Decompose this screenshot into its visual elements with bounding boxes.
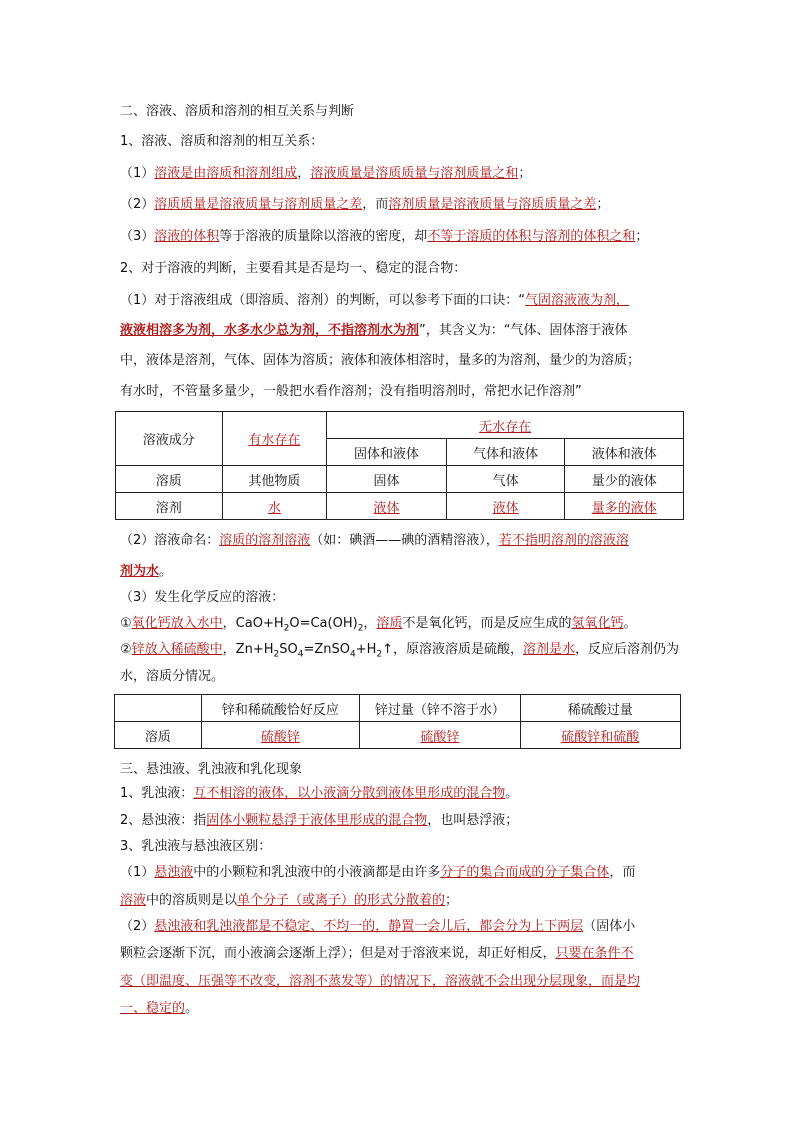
key-phrase: 液液相溶多为剂，水多水少总为剂，不指溶剂水为剂 [120, 323, 420, 338]
table-cell: 溶剂 [116, 493, 223, 520]
text: 1、乳浊液： [120, 786, 194, 801]
key-phrase: 气固溶液液为剂， [525, 293, 630, 308]
text: +H [355, 642, 377, 657]
table-cell [327, 493, 447, 520]
subscript: 4 [297, 649, 304, 660]
rhyme-line-4: 有水时，不管量多量少，一般把水看作溶剂；没有指明溶剂时，常把水记作溶剂” [120, 384, 582, 399]
reaction-2 [120, 641, 685, 659]
header-gas-liquid: 气体和液体 [446, 439, 565, 466]
emulsion-def [120, 785, 685, 803]
difference-2-line-1 [120, 918, 685, 936]
rhyme-line-1 [120, 292, 685, 310]
key-phrase: 锌放入稀硫酸中 [131, 642, 223, 657]
text: ① [120, 616, 132, 631]
table-cell: 锌和稀硫酸恰好反应 [201, 695, 359, 722]
key-phrase: 悬浊液和乳浊液都是不稳定、不均一的，静置一会儿后，都会分为上下两层 [154, 919, 584, 934]
table-cell: 气体 [446, 466, 565, 493]
text: （如：碘酒——碘的酒精溶液）， [310, 533, 499, 548]
text: 2、悬浊液：指 [120, 813, 207, 828]
cell-text: 液体 [373, 500, 400, 516]
table-cell: 溶质 [116, 466, 223, 493]
key-phrase: 溶液的体积 [154, 229, 220, 244]
table-row [115, 722, 681, 749]
header-component: 溶液成分 [116, 412, 223, 466]
table-row [116, 466, 684, 493]
reaction-1 [120, 615, 685, 633]
subscript: 2 [376, 649, 383, 660]
key-phrase: 单个分子（或离子）的形式分散着的 [237, 893, 446, 908]
section2-title: 二、溶液、溶质和溶剂的相互关系与判断 [120, 104, 355, 119]
key-phrase: 悬浊液 [154, 865, 194, 880]
key-phrase: 溶质 [376, 616, 403, 631]
item-number: （2） [120, 197, 155, 212]
table-cell: 锌过量（锌不溶于水） [360, 695, 520, 722]
cell-text: 水 [267, 500, 281, 516]
text: 中的溶质则是以 [146, 893, 238, 908]
key-phrase: 溶质的溶剂溶液 [219, 533, 311, 548]
table-cell [201, 722, 359, 749]
difference-2-line-3 [120, 973, 685, 991]
reaction-2-cont: 水，溶质分情况。 [120, 669, 225, 684]
rhyme-line-3: 中，液体是溶剂，气体、固体为溶质；液体和液体相溶时，量多的为溶剂，量少的为溶质； [120, 353, 641, 368]
text: ”，其含义为：“气体、固体溶于液体 [419, 323, 628, 338]
key-phrase: 互不相溶的液体，以小液滴分散到液体里形成的混合物 [193, 786, 506, 801]
key-phrase: 分子的集合而成的分子集合体 [440, 865, 610, 880]
table-cell [565, 493, 684, 520]
key-phrase: 溶剂是水 [523, 642, 576, 657]
difference-title: 3、乳浊液与悬浊液区别： [120, 839, 272, 854]
table-cell: 其他物质 [222, 466, 327, 493]
table-cell [222, 493, 327, 520]
difference-2-line-4 [120, 1000, 685, 1018]
solute-table [114, 694, 681, 749]
text: 。 [159, 564, 173, 579]
text: （2） [120, 919, 155, 934]
table-row [116, 493, 684, 520]
difference-2-line-2 [120, 945, 685, 963]
difference-1-line-1 [120, 864, 685, 882]
item-number: （1） [120, 166, 155, 181]
text: 。 [505, 786, 519, 801]
sub2-title: 2、对于溶液的判断，主要看其是否是均一、稳定的混合物： [120, 261, 467, 276]
text: （1） [120, 865, 155, 880]
cell-text: 量多的液体 [591, 500, 657, 516]
key-phrase: 剂为水 [120, 564, 160, 579]
text: ，而 [609, 865, 636, 880]
suspension-def [120, 812, 685, 830]
table-row [115, 695, 681, 722]
section3-title: 三、悬浊液、乳浊液和乳化现象 [120, 762, 303, 777]
text: ； [596, 197, 610, 212]
text: ，Zn+H [222, 642, 274, 657]
table-cell: 稀硫酸过量 [520, 695, 680, 722]
subscript: 2 [273, 649, 280, 660]
key-phrase: 溶质质量是溶液质量与溶剂质量之差 [154, 197, 363, 212]
text: ； [635, 229, 649, 244]
key-phrase: 只要在条件不 [555, 946, 634, 961]
text: ，反应后溶剂仍为 [575, 642, 680, 657]
text: 。 [623, 616, 637, 631]
cell-text: 硫酸锌和硫酸 [561, 729, 640, 745]
text: ， [363, 616, 377, 631]
relation-1 [120, 165, 685, 183]
text: ； [518, 166, 532, 181]
key-phrase: 若不指明溶剂的溶液溶 [498, 533, 629, 548]
naming-line-2 [120, 563, 685, 581]
rhyme-line-2 [120, 322, 685, 340]
text: 不是氧化钙，而是反应生成的 [402, 616, 572, 631]
key-phrase: 不等于溶质的体积与溶剂的体积之和 [427, 229, 636, 244]
key-phrase: 一、稳定的 [120, 1001, 186, 1016]
key-phrase: 溶液是由溶质和溶剂组成 [154, 166, 298, 181]
reaction-title: （3）发生化学反应的溶液： [120, 590, 285, 605]
cell-text: 硫酸锌 [260, 729, 300, 745]
item-number: （3） [120, 229, 155, 244]
header-water [222, 412, 327, 466]
cell-text: 硫酸锌 [420, 729, 460, 745]
key-phrase: 变（即温度、压强等不改变，溶剂不蒸发等）的情况下，溶液就不会出现分层现象，而是均 [120, 974, 641, 989]
text: SO [279, 642, 298, 657]
text: ，而 [362, 197, 389, 212]
key-phrase: 溶液 [120, 893, 147, 908]
sub1-title: 1、溶液、溶质和溶剂的相互关系： [120, 134, 324, 149]
text: ； [445, 893, 459, 908]
key-phrase: 固体小颗粒悬浮于液体里形成的混合物 [206, 813, 428, 828]
text: 中的小颗粒和乳浊液中的小液滴都是由许多 [193, 865, 441, 880]
header-solid-liquid: 固体和液体 [327, 439, 447, 466]
text: 颗粒会逐渐下沉，而小液滴会逐渐上浮）；但是对于溶液来说，却正好相反， [120, 946, 556, 961]
table-cell [446, 493, 565, 520]
text: ↑，原溶液溶质是硫酸， [382, 642, 524, 657]
difference-1-line-2 [120, 892, 685, 910]
key-phrase: 氢氧化钙 [571, 616, 624, 631]
relation-2 [120, 196, 685, 214]
text: ， [297, 166, 311, 181]
table-cell: 固体 [327, 466, 447, 493]
table-cell [115, 695, 202, 722]
subscript: 2 [283, 623, 290, 634]
solution-component-table [115, 411, 684, 520]
key-phrase: 氧化钙放入水中 [131, 616, 223, 631]
text: （2）溶液命名： [120, 533, 220, 548]
text: ② [120, 642, 132, 657]
text: 等于溶液的质量除以溶液的密度，却 [219, 229, 428, 244]
text: ，CaO+H [222, 616, 284, 631]
naming-line-1 [120, 532, 685, 550]
key-phrase: 溶液质量是溶质质量与溶剂质量之和 [310, 166, 519, 181]
subscript: 2 [357, 623, 364, 634]
text: O=Ca(OH) [289, 616, 358, 631]
header-liquid-liquid: 液体和液体 [565, 439, 684, 466]
subscript: 4 [349, 649, 356, 660]
key-phrase: 溶剂质量是溶液质量与溶质质量之差 [388, 197, 597, 212]
table-cell: 溶质 [115, 722, 202, 749]
text: ，也叫悬浮液； [427, 813, 519, 828]
header-water-text: 有水存在 [248, 433, 301, 448]
text: （1）对于溶液组成（即溶质、溶剂）的判断，可以参考下面的口诀：“ [120, 293, 526, 308]
header-nowater-text: 无水存在 [479, 419, 532, 435]
table-cell [360, 722, 520, 749]
header-nowater [327, 412, 684, 439]
text: （固体小 [583, 919, 636, 934]
text: 。 [185, 1001, 199, 1016]
relation-3 [120, 228, 685, 246]
table-cell [520, 722, 680, 749]
cell-text: 液体 [492, 500, 519, 516]
table-cell: 量少的液体 [565, 466, 684, 493]
text: =ZnSO [303, 642, 350, 657]
